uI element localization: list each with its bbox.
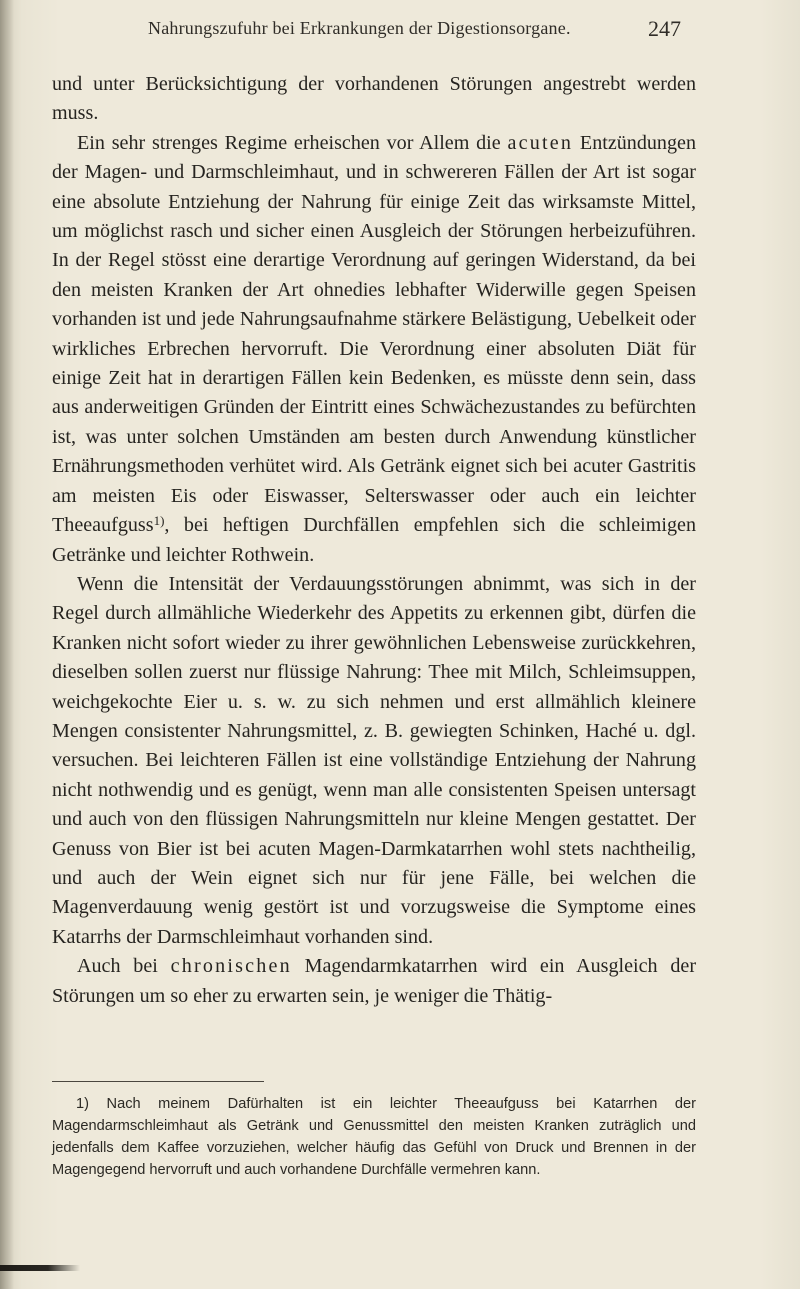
paragraph-recovery-diet: Wenn die Intensität der Verdauungsstörungen abnimmt, was sich in der Regel durch allmähliche Wiederkehr des Appetits zu erkennen gibt, dürfen die Kranken nicht sofort wieder zu ihrer gewöhnlichen Lebensweise zurückkehren, dieselben sollen zuerst nur flüssige Nahrung: Thee mit Milch, Schleimsuppen, weichgekochte Eier u. s. w. zu sich nehmen und erst allmählich kleinere Mengen consistenter Nahrungsmittel, z. B. gewiegten Schinken, Haché u. dgl. versuchen. Bei leichteren Fällen ist eine vollständige Entziehung der Nahrung nicht nothwendig und es genügt, wenn man alle consistenten Speisen untersagt und auch von den flüssigen Nahrungsmitteln nur kleine Mengen gestattet. Der Genuss von Bier ist bei acuten Magen-Darmkatarrhen wohl stets nachtheilig, und auch der Wein eignet sich nur für jene Fälle, bei welchen die Magenverdauung wenig gestört ist und vorzugsweise die Symptome eines Katarrhs der Darmschleimhaut vorhanden sind. (52, 572, 696, 948)
paragraph-acute-inflammation (52, 129, 696, 570)
text-run: Ein sehr strenges Regime erheischen vor Allem die (77, 131, 508, 154)
paragraph-chronic-catarrh (52, 952, 696, 1011)
text-run: , bei heftigen Durchfällen empfehlen sich die schleimigen Getränke und leichter Rothwein. (52, 514, 696, 566)
page-number: 247 (648, 16, 681, 41)
emphasis-chronischen: chronischen (170, 955, 292, 978)
footnote: 1) Nach meinem Dafürhalten ist ein leichter Theeaufguss bei Katarrhen der Magendarmschleimhaut als Getränk und Genussmittel den meisten Kranken zuträglich und jedenfalls dem Kaffee vorzuziehen, welcher häufig das Gefühl von Druck und Brennen in der Magengegend hervorruft und auch vorhandene Durchfälle vermehren kann. (52, 1096, 696, 1178)
text-run: Entzündungen der Magen- und Darmschleimhaut, und in schwereren Fällen der Art ist sogar eine absolute Entziehung der Nahrung für einige Zeit das wirksamste Mittel, um möglichst rasch und sicher einen Ausgleich der Störungen herbeizuführen. In der Regel stösst eine derartige Verordnung auf geringen Widerstand, da bei den meisten Kranken der Art ohnedies lebhafter Widerwille gegen Speisen vorhanden ist und jede Nahrungsaufnahme stärkere Belästigung, Uebelkeit oder wirkliches Erbrechen hervorruft. Die Verordnung einer absoluten Diät für einige Zeit hat in derartigen Fällen kein Bedenken, es müsste denn sein, dass aus anderweitigen Gründen der Eintritt eines Schwächezustandes zu befürchten ist, was unter solchen Umständen am besten durch Anwendung künstlicher Ernährungsmethoden verhütet wird. Als Getränk eignet sich bei acuter Gastritis am meisten Eis oder Eiswasser, Selterswasser oder auch ein leichter Theeaufguss (52, 131, 696, 537)
main-text (52, 70, 696, 1011)
paragraph-continuation: und unter Berücksichtigung der vorhandenen Störungen angestrebt werden muss. (52, 73, 696, 125)
footnote-reference: 1) (153, 513, 165, 529)
emphasis-acuten: acuten (507, 131, 574, 154)
footnote-divider (52, 1081, 264, 1082)
text-run: Auch bei (77, 955, 171, 978)
text-run: Magendarmkatarrhen wird ein Ausgleich der Störungen um so eher zu erwarten sein, je weniger die Thätig- (52, 955, 697, 1007)
page-gutter-shadow (0, 0, 14, 1289)
scan-edge-mark (0, 1265, 80, 1271)
running-header: Nahrungszufuhr bei Erkrankungen der Digestionsorgane. (148, 18, 571, 38)
